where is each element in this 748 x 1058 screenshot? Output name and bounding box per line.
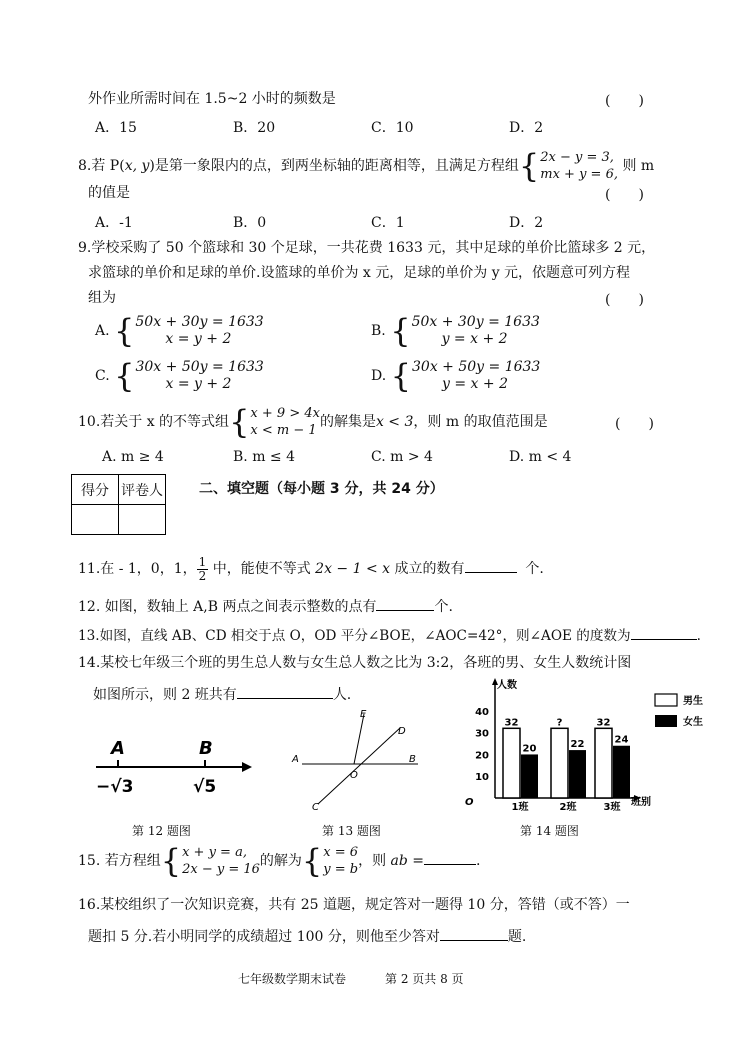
option-b: B．20 bbox=[233, 120, 276, 136]
bar-girls bbox=[521, 754, 538, 798]
value-a-label: −√3 bbox=[96, 777, 134, 797]
point-a-label: A bbox=[111, 738, 125, 759]
footer-page: 第 2 页共 8 页 bbox=[385, 972, 464, 986]
legend-swatch-boys bbox=[655, 694, 677, 706]
option-c: C. {30x + 50y = 1633 x = y + 2 bbox=[95, 357, 264, 395]
option-a: A．15 bbox=[95, 120, 137, 136]
footer-title: 七年级数学期末试卷 bbox=[238, 972, 347, 986]
legend-label-girls: 女生 bbox=[683, 717, 703, 728]
section-title: 二、填空题（每小题 3 分，共 24 分） bbox=[199, 481, 444, 497]
value-b-label: √5 bbox=[193, 777, 217, 797]
figure-13-caption: 第 13 题图 bbox=[322, 824, 381, 838]
option-c: C．10 bbox=[371, 120, 414, 136]
number-line-figure bbox=[92, 732, 257, 802]
figure-12-caption: 第 12 题图 bbox=[132, 824, 191, 838]
q11-line: 11.在 - 1，0，1，$\frac{1}{2}$ 中，能使不等式 2x − 1 < x 成立的数有 个. bbox=[78, 554, 544, 583]
label-c: C bbox=[312, 802, 319, 813]
option-a: A．-1 bbox=[95, 215, 133, 231]
y-tick-label: 40 bbox=[475, 706, 489, 718]
answer-paren: ( ) bbox=[605, 292, 644, 308]
option-d: D．2 bbox=[509, 215, 544, 231]
q8-line2: 的值是 bbox=[88, 185, 130, 201]
data-label-boys: 32 bbox=[596, 717, 611, 729]
x-tick-label: 1班 bbox=[511, 802, 529, 813]
q8-line1: 8.若 P(x, y)是第一象限内的点，到两坐标轴的距离相等，且满足方程组{2x − y = 3, mx + y = 6, 则 m bbox=[78, 147, 655, 185]
data-label-girls: 22 bbox=[570, 739, 585, 751]
class-bar-chart bbox=[455, 674, 715, 814]
option-d: D．2 bbox=[509, 120, 544, 136]
label-o: O bbox=[350, 770, 358, 781]
x-tick-label: 3班 bbox=[603, 802, 621, 813]
q14-line2: 如图所示，则 2 班共有 人. bbox=[93, 684, 351, 704]
q13-line: 13.如图，直线 AB、CD 相交于点 O，OD 平分∠BOE，∠AOC=42°，则∠AOE 的度数为 . bbox=[78, 625, 701, 645]
data-label-boys: 32 bbox=[504, 717, 519, 729]
answer-paren: ( ) bbox=[605, 93, 644, 109]
label-d: D bbox=[398, 726, 406, 737]
q9-line3: 组为 bbox=[88, 290, 116, 306]
option-d: D. {30x + 50y = 1633 y = x + 2 bbox=[371, 357, 541, 395]
option-c: C. m > 4 bbox=[371, 449, 433, 465]
option-a: A. m ≥ 4 bbox=[102, 449, 164, 465]
bar-boys bbox=[503, 728, 520, 798]
grader-label: 评卷人 bbox=[119, 475, 166, 505]
label-e: E bbox=[360, 709, 367, 720]
origin-label: O bbox=[465, 797, 474, 808]
bar-boys bbox=[551, 728, 568, 798]
bar-girls bbox=[613, 746, 630, 798]
bar-girls bbox=[569, 750, 586, 798]
y-tick-label: 10 bbox=[475, 772, 489, 784]
legend-label-boys: 男生 bbox=[683, 696, 703, 707]
point-b-label: B bbox=[199, 738, 213, 759]
x-tick-label: 2班 bbox=[559, 802, 577, 813]
y-axis-label: 人数 bbox=[497, 680, 517, 691]
q16-line1: 16.某校组织了一次知识竞赛，共有 25 道题，规定答对一题得 10 分，答错（或不答）一 bbox=[78, 897, 630, 913]
intersecting-lines-figure bbox=[288, 706, 428, 814]
option-b: B. {50x + 30y = 1633 y = x + 2 bbox=[371, 312, 540, 350]
score-cell[interactable] bbox=[72, 505, 119, 535]
q10-line: 10.若关于 x 的不等式组{x + 9 > 4x x < m − 1的解集是x < 3，则 m 的取值范围是 bbox=[78, 403, 548, 441]
y-tick-label: 30 bbox=[475, 728, 489, 740]
grader-cell[interactable] bbox=[119, 505, 166, 535]
option-c: C．1 bbox=[371, 215, 405, 231]
score-table bbox=[71, 474, 166, 535]
q15-line: 15. 若方程组{x + y = a, 2x − y = 16的解为{x = 6 y = b，则 ab = . bbox=[78, 842, 481, 880]
option-b: B. m ≤ 4 bbox=[233, 449, 296, 465]
q12-line: 12. 如图，数轴上 A,B 两点之间表示整数的点有 个. bbox=[78, 596, 453, 616]
q7-tail-line: 外作业所需时间在 1.5~2 小时的频数是 bbox=[88, 91, 336, 107]
q16-line2: 题扣 5 分.若小明同学的成绩超过 100 分，则他至少答对 题. bbox=[88, 926, 526, 946]
figure-14-caption: 第 14 题图 bbox=[520, 824, 579, 838]
answer-paren: ( ) bbox=[615, 416, 654, 432]
data-label-girls: 20 bbox=[522, 743, 537, 755]
y-tick-label: 20 bbox=[475, 750, 489, 762]
option-a: A. {50x + 30y = 1633 x = y + 2 bbox=[95, 312, 264, 350]
label-a: A bbox=[292, 754, 299, 765]
score-label: 得分 bbox=[72, 475, 119, 505]
option-b: B．0 bbox=[233, 215, 267, 231]
q9-line2: 求篮球的单价和足球的单价.设篮球的单价为 x 元，足球的单价为 y 元，依题意可列方程 bbox=[88, 265, 631, 281]
q14-line1: 14.某校七年级三个班的男生总人数与女生总人数之比为 3:2，各班的男、女生人数统计图 bbox=[78, 655, 632, 671]
x-axis-label: 班别 bbox=[631, 797, 651, 808]
q9-line1: 9.学校采购了 50 个篮球和 30 个足球，一共花费 1633 元，其中足球的单价比篮球多 2 元， bbox=[78, 240, 656, 256]
label-b: B bbox=[409, 754, 416, 765]
data-label-girls: 24 bbox=[614, 734, 629, 746]
option-d: D. m < 4 bbox=[509, 449, 572, 465]
data-label-boys: ? bbox=[556, 717, 563, 729]
bar-boys bbox=[595, 728, 612, 798]
legend-swatch-girls bbox=[655, 715, 677, 727]
answer-paren: ( ) bbox=[605, 187, 644, 203]
